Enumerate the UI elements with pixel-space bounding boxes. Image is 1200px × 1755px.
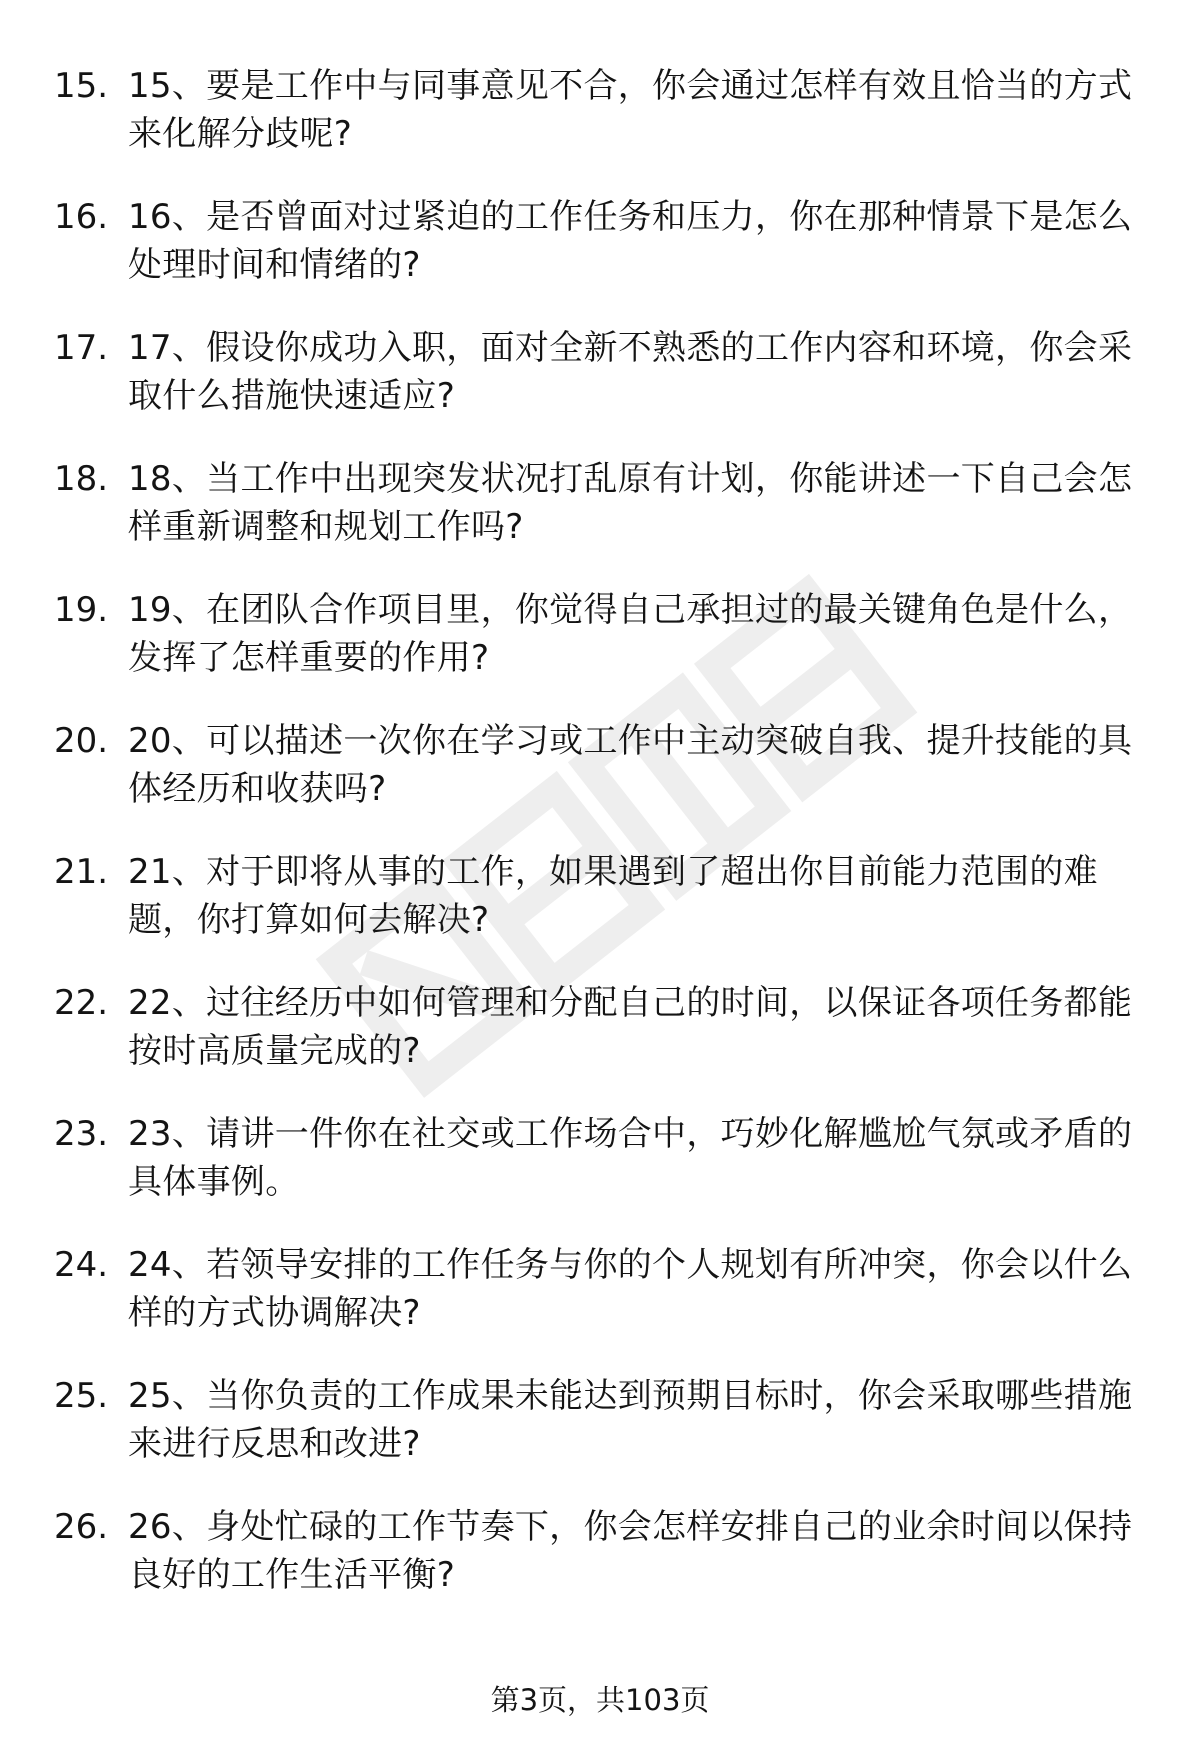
item-number: 25. — [54, 1376, 109, 1416]
item-number: 18. — [54, 459, 109, 499]
list-item — [0, 717, 1200, 848]
question-list — [0, 62, 1200, 1634]
item-number: 16. — [54, 197, 109, 237]
question-text: 22、过往经历中如何管理和分配自己的时间，以保证各项任务都能按时高质量完成的? — [128, 983, 1133, 1071]
question-text: 20、可以描述一次你在学习或工作中主动突破自我、提升技能的具体经历和收获吗? — [128, 721, 1133, 809]
item-number: 23. — [54, 1114, 109, 1154]
question-text: 18、当工作中出现突发状况打乱原有计划，你能讲述一下自己会怎样重新调整和规划工作吗? — [128, 459, 1133, 547]
item-number: 24. — [54, 1245, 109, 1285]
question-text: 17、假设你成功入职，面对全新不熟悉的工作内容和环境，你会采取什么措施快速适应? — [128, 328, 1133, 416]
question-text: 21、对于即将从事的工作，如果遇到了超出你目前能力范围的难题，你打算如何去解决? — [128, 852, 1098, 940]
list-item — [0, 1503, 1200, 1634]
item-number: 21. — [54, 852, 109, 892]
question-text: 24、若领导安排的工作任务与你的个人规划有所冲突，你会以什么样的方式协调解决? — [128, 1245, 1133, 1333]
question-text: 25、当你负责的工作成果未能达到预期目标时，你会采取哪些措施来进行反思和改进? — [128, 1376, 1133, 1464]
item-number: 26. — [54, 1507, 109, 1547]
list-item — [0, 1241, 1200, 1372]
item-number: 20. — [54, 721, 109, 761]
item-number: 19. — [54, 590, 109, 630]
list-item — [0, 62, 1200, 193]
question-text: 23、请讲一件你在社交或工作场合中，巧妙化解尴尬气氛或矛盾的具体事例。 — [128, 1114, 1133, 1202]
list-item — [0, 193, 1200, 324]
question-text: 19、在团队合作项目里，你觉得自己承担过的最关键角色是什么，发挥了怎样重要的作用? — [128, 590, 1133, 678]
page-footer: 第3页，共103页 — [490, 1683, 710, 1717]
list-item — [0, 1110, 1200, 1241]
item-number: 15. — [54, 66, 109, 106]
list-item — [0, 848, 1200, 979]
list-item — [0, 455, 1200, 586]
list-item — [0, 1372, 1200, 1503]
item-number: 17. — [54, 328, 109, 368]
item-number: 22. — [54, 983, 109, 1023]
list-item — [0, 586, 1200, 717]
list-item — [0, 979, 1200, 1110]
question-text: 16、是否曾面对过紧迫的工作任务和压力，你在那种情景下是怎么处理时间和情绪的? — [128, 197, 1133, 285]
question-text: 26、身处忙碌的工作节奏下，你会怎样安排自己的业余时间以保持良好的工作生活平衡? — [128, 1507, 1133, 1595]
list-item — [0, 324, 1200, 455]
question-text: 15、要是工作中与同事意见不合，你会通过怎样有效且恰当的方式来化解分歧呢? — [128, 66, 1133, 154]
